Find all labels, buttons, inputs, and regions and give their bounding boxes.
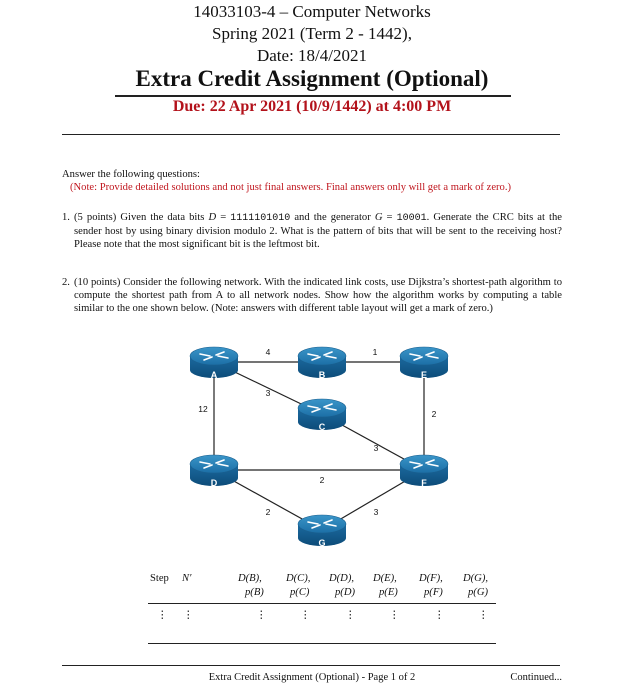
course-title: 14033103-4 – Computer Networks [193, 2, 431, 21]
table-nprime-header: N′ [182, 573, 192, 584]
table-header-pg: p(G) [468, 587, 489, 598]
router-e-label: E [420, 370, 428, 380]
router-a-label: A [210, 370, 218, 380]
due-date: Due: 22 Apr 2021 (10/9/1442) at 4:00 PM [172, 98, 452, 115]
table-header-pf: p(F) [424, 587, 443, 598]
cost-e-f: 2 [431, 409, 437, 419]
table-header-dc: D(C), [286, 573, 311, 584]
instructions-note: (Note: Provide detailed solutions and not just final answers. Final answers only will get a mark of zero.) [70, 182, 512, 193]
table-header-pb: p(B) [245, 587, 264, 598]
question-2-text: (10 points) Consider the following network. With the indicated link costs, use Dijkstra’s shortest-path algorithm to compute the shortest path from A to all network nodes. Show how the algorithm works by computing a table similar to the one shown below. (Note: answers with different table layout will get a mark of zero.) [74, 277, 562, 315]
q1-data-bits: 1111101010 [230, 213, 291, 224]
table-header-pe: p(E) [379, 587, 398, 598]
table-header-dd: D(D), [329, 573, 355, 584]
router-f [400, 455, 448, 488]
q1-eq1: = [216, 212, 231, 223]
q1-eq2: = [382, 212, 397, 223]
footer-continued: Continued... [510, 672, 562, 683]
cost-a-b: 4 [265, 347, 271, 357]
ellipsis-g: ⋮ [478, 610, 489, 621]
cost-d-g: 2 [265, 507, 271, 517]
cost-f-g: 3 [373, 507, 379, 517]
ellipsis-f: ⋮ [434, 610, 445, 621]
router-b [298, 347, 346, 380]
footer-page: Extra Credit Assignment (Optional) - Page 1 of 2 [208, 672, 416, 683]
router-f-label: F [421, 478, 427, 488]
table-bottom-rule [148, 643, 496, 644]
router-b-label: B [318, 370, 326, 380]
q1-text-a: (5 points) Given the data bits [74, 212, 209, 223]
table-header-df: D(F), [419, 573, 443, 584]
q1-text-c: . Generate the CRC bits at the sender host by using binary division modulo 2. What is the pattern of bits that will be sent to the receiving host? Please note that the most significant bit is the leftmost bit. [74, 212, 562, 251]
q1-var-d: D [208, 212, 217, 223]
ellipsis-e: ⋮ [389, 610, 400, 621]
cost-c-f: 3 [373, 443, 379, 453]
router-a [190, 347, 238, 380]
footer-rule [62, 665, 560, 666]
router-e [400, 347, 448, 380]
ellipsis-nprime: ⋮ [183, 610, 194, 621]
router-d [190, 455, 238, 488]
table-step-header: Step [150, 573, 169, 584]
cost-d-f: 2 [319, 475, 325, 485]
ellipsis-b: ⋮ [256, 610, 267, 621]
table-header-dg: D(G), [463, 573, 489, 584]
router-d-label: D [210, 478, 218, 488]
router-c [298, 399, 346, 432]
cost-a-d: 12 [198, 404, 208, 414]
table-header-de: D(E), [373, 573, 397, 584]
question-1-number: 1. [62, 212, 70, 223]
cost-a-c: 3 [265, 388, 271, 398]
network-links [214, 362, 424, 530]
table-header-pc: p(C) [290, 587, 310, 598]
date-line: Date: 18/4/2021 [256, 46, 367, 65]
table-header-db: D(B), [238, 573, 262, 584]
ellipsis-step: ⋮ [157, 610, 168, 621]
cost-b-e: 1 [372, 347, 378, 357]
table-header-pd: p(D) [335, 587, 356, 598]
router-c-label: C [318, 422, 326, 432]
q1-text-b: and the generator [290, 212, 375, 223]
ellipsis-d: ⋮ [345, 610, 356, 621]
router-g-label: G [318, 538, 326, 548]
q1-var-g: G [374, 212, 383, 223]
question-2-number: 2. [62, 277, 70, 288]
instructions-lead: Answer the following questions: [62, 169, 200, 180]
router-g [298, 515, 346, 548]
q1-generator: 10001 [396, 213, 427, 224]
term-line: Spring 2021 (Term 2 - 1442), [212, 24, 412, 43]
ellipsis-c: ⋮ [300, 610, 311, 621]
table-header-rule [148, 603, 496, 604]
assignment-title: Extra Credit Assignment (Optional) [135, 66, 489, 91]
